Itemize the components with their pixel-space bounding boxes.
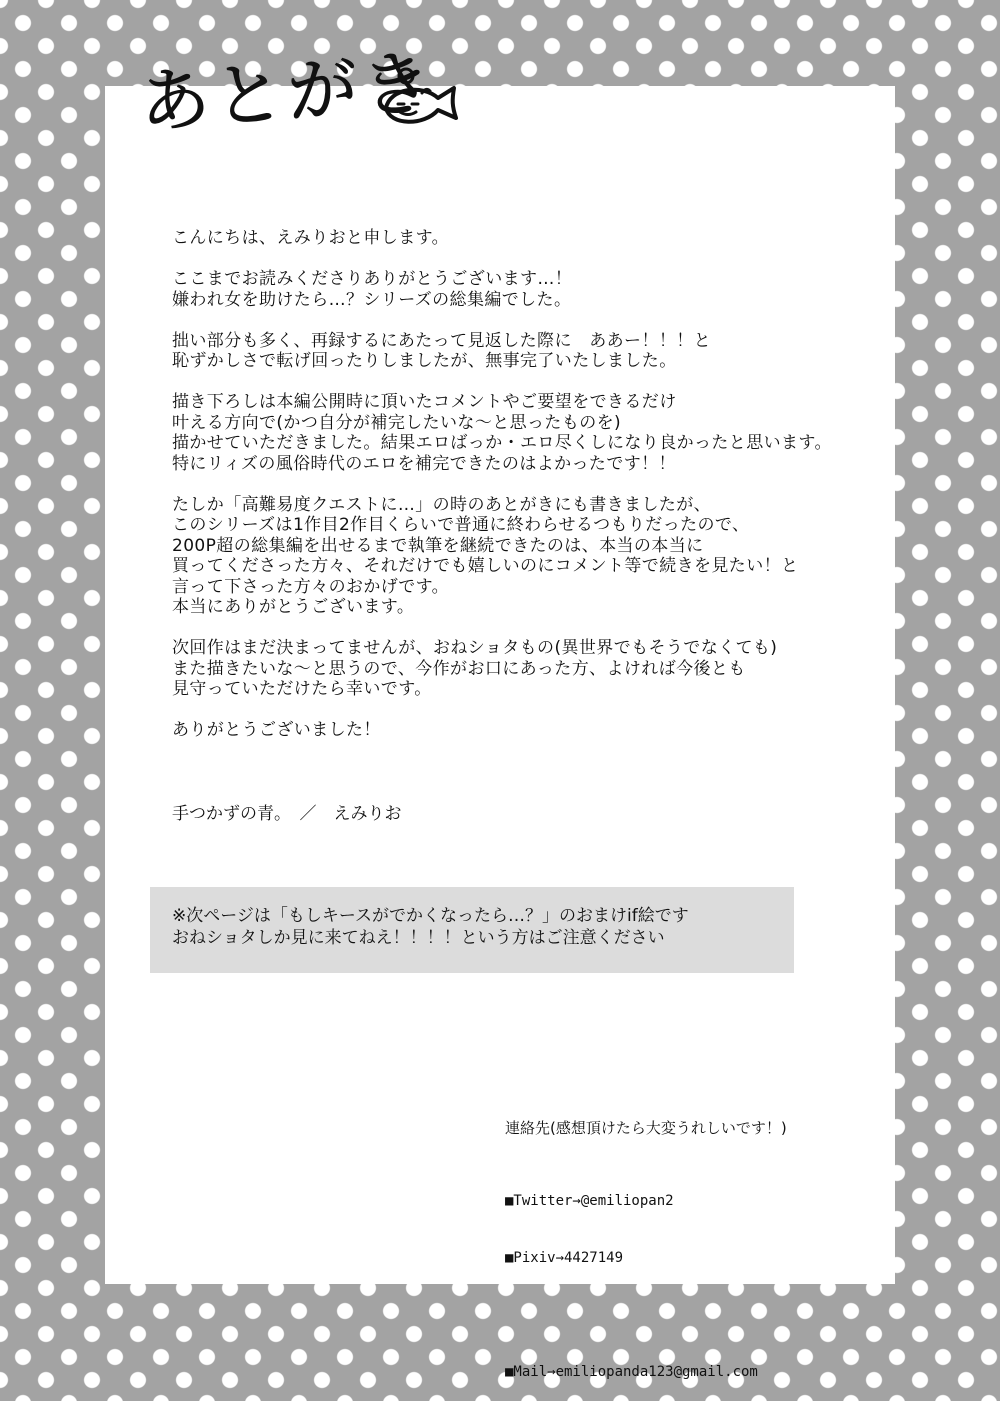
text-line: 200P超の総集編を出せるまで執筆を継続できたのは、本当の本当に [172,535,704,556]
text-line: 買ってくださった方々、それだけでも嬉しいのにコメント等で続きを見たい！と [172,556,799,576]
text-line: 描き下ろしは本編公開時に頂いたコメントやご要望をできるだけ [172,392,677,412]
notice-line: おねショタしか見に来てねえ！！！！という方はご注意ください [172,928,665,948]
text-line: このシリーズは1作目2作目くらいで普通に終わらせるつもりだったので、 [172,515,750,535]
contact-twitter: ■Twitter→@emiliopan2 [505,1193,674,1209]
contact-heading: 連絡先(感想頂けたら大変うれしいです！) [505,1119,787,1137]
paragraph-next-work [172,638,872,700]
text-line: 嫌われ女を助けたら…？シリーズの総集編でした。 [172,289,572,310]
paragraph-closing [172,720,872,741]
text-line: 見守っていただけたら幸いです。 [172,679,432,699]
text-line: 次回作はまだ決まってませんが、おねショタもの(異世界でもそうでなくても) [172,638,778,658]
text-line: たしか「高難易度クエストに…」の時のあとがきにも書きましたが、 [172,494,712,515]
text-line: 叶える方向で(かつ自分が補完したいな～と思ったものを) [172,412,622,433]
contact-info [505,1081,787,1401]
text-line: また描きたいな～と思うので、今作がお口にあった方、よければ今後とも [172,658,746,679]
text-line: 恥ずかしさで転げ回ったりしましたが、無事完了いたしました。 [172,351,677,371]
text-line: ここまでお読みくださりありがとうございます…！ [172,269,573,289]
page-title: あとがき [137,41,439,144]
text-line: ありがとうございました！ [172,720,381,740]
text-line: 特にリィズの風俗時代のエロを補完できたのはよかったです！！ [172,453,676,474]
text-line: 拙い部分も多く、再録するにあたって見返した際に ああー！！！と [172,330,712,351]
paragraph-greeting [172,228,872,249]
text-line: こんにちは、えみりおと申します。 [172,228,450,248]
contact-pixiv: ■Pixiv→4427149 [505,1250,624,1266]
text-line: 本当にありがとうございます。 [172,597,415,617]
paragraph-series [172,495,872,618]
paragraph-thanks [172,269,872,310]
text-line: 言って下さった方々のおかげです。 [172,576,450,597]
paragraph-new-drawings [172,392,872,474]
contact-mail: ■Mail→emiliopanda123@gmail.com [505,1364,758,1380]
notice-line: ※次ページは「もしキースがでかくなったら…？」のおまけif絵です [172,906,689,926]
fish-doodle-icon [378,66,462,136]
text-line: 描かせていただきました。結果エロばっか・エロ尽くしになり良かったと思います。 [172,433,832,453]
afterword-body [172,228,872,761]
signature: 手つかずの青。 ／ えみりお [172,804,402,824]
notice-text [172,905,689,949]
notice-box [150,887,794,973]
paragraph-reflection [172,331,872,372]
